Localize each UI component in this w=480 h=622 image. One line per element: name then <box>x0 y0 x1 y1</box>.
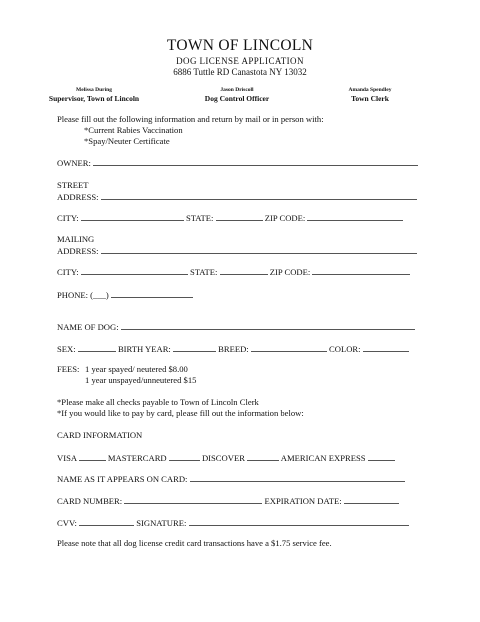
name-on-card-label: NAME AS IT APPEARS ON CARD: <box>57 474 188 484</box>
official-title: Town Clerk <box>351 94 389 103</box>
dog-name-label: NAME OF DOG: <box>57 322 119 332</box>
card-number-label: CARD NUMBER: <box>57 496 123 506</box>
mailing-state-field[interactable] <box>220 266 268 275</box>
name-on-card-row <box>57 473 405 485</box>
mailing-zip-field[interactable] <box>312 266 410 275</box>
amex-field[interactable] <box>368 452 395 461</box>
phone-field[interactable] <box>111 289 193 298</box>
discover-label: DISCOVER <box>201 453 245 463</box>
dog-details-row <box>57 343 409 355</box>
discover-field[interactable] <box>247 452 279 461</box>
breed-field[interactable] <box>251 343 327 352</box>
sex-field[interactable] <box>78 343 116 352</box>
mailing-address-field[interactable] <box>101 245 417 254</box>
dog-name-row <box>57 321 415 333</box>
mailing-label: ADDRESS: <box>57 246 99 256</box>
checks-note: *Please make all checks payable to Town of Lincoln Clerk <box>57 397 259 407</box>
cvv-signature-row <box>57 517 409 529</box>
official-supervisor <box>44 87 144 104</box>
city-field[interactable] <box>81 212 184 221</box>
name-on-card-field[interactable] <box>190 473 405 482</box>
official-dog-control <box>192 87 282 104</box>
visa-field[interactable] <box>79 452 106 461</box>
state-label: STATE: <box>189 267 218 277</box>
card-type-row <box>57 452 395 464</box>
instructions-intro: Please fill out the following information and return by mail or in person with: <box>57 114 324 124</box>
mailing-city-row <box>57 266 410 278</box>
city-label: CITY: <box>57 267 79 277</box>
street-label-line1: STREET <box>57 180 89 190</box>
card-note: *If you would like to pay by card, please fill out the information below: <box>57 408 304 418</box>
amex-label: AMERICAN EXPRESS <box>280 453 366 463</box>
official-name: Amanda Spendley <box>348 87 392 93</box>
signature-field[interactable] <box>189 517 409 526</box>
street-label: ADDRESS: <box>57 192 99 202</box>
birth-year-label: BIRTH YEAR: <box>117 344 171 354</box>
owner-label: OWNER: <box>57 158 91 168</box>
color-field[interactable] <box>363 343 409 352</box>
fees-label: FEES: <box>57 364 80 374</box>
dog-name-field[interactable] <box>121 321 415 330</box>
city-row <box>57 212 403 224</box>
requirement-rabies: *Current Rabies Vaccination <box>84 125 183 135</box>
visa-label: VISA <box>57 453 77 463</box>
official-town-clerk <box>330 87 410 104</box>
color-label: COLOR: <box>329 344 361 354</box>
fee-spayed: 1 year spayed/ neutered $8.00 <box>85 364 188 374</box>
signature-label: SIGNATURE: <box>136 518 187 528</box>
requirement-spay-neuter: *Spay/Neuter Certificate <box>84 136 170 146</box>
phone-row <box>57 289 193 301</box>
official-name: Melissa During <box>76 87 112 93</box>
town-address: 6886 Tuttle RD Canastota NY 13032 <box>173 67 307 77</box>
zip-label: ZIP CODE: <box>264 213 306 223</box>
official-name: Jason Driscoll <box>220 87 254 93</box>
mailing-city-field[interactable] <box>81 266 188 275</box>
expiration-label: EXPIRATION DATE: <box>264 496 342 506</box>
cvv-label: CVV: <box>57 518 77 528</box>
breed-label: BREED: <box>218 344 249 354</box>
mailing-row <box>57 245 417 257</box>
service-fee-note: Please note that all dog license credit card transactions have a $1.75 service fee. <box>57 538 332 548</box>
state-label: STATE: <box>185 213 214 223</box>
phone-label: PHONE: (___) <box>57 290 109 300</box>
expiration-field[interactable] <box>344 495 399 504</box>
owner-row <box>57 157 418 169</box>
zip-field[interactable] <box>307 212 403 221</box>
street-address-field[interactable] <box>101 191 417 200</box>
owner-field[interactable] <box>93 157 418 166</box>
mastercard-label: MASTERCARD <box>107 453 167 463</box>
mailing-label-line1: MAILING <box>57 234 95 244</box>
form-subtitle: DOG LICENSE APPLICATION <box>176 56 304 66</box>
official-title: Dog Control Officer <box>204 94 270 103</box>
official-title: Supervisor, Town of Lincoln <box>48 94 140 103</box>
fee-unspayed: 1 year unspayed/unneutered $15 <box>85 375 197 385</box>
town-title: TOWN OF LINCOLN <box>166 37 314 54</box>
zip-label: ZIP CODE: <box>269 267 311 277</box>
card-info-heading: CARD INFORMATION <box>57 430 143 440</box>
mastercard-field[interactable] <box>169 452 200 461</box>
card-number-row <box>57 495 399 507</box>
sex-label: SEX: <box>57 344 76 354</box>
state-field[interactable] <box>216 212 263 221</box>
city-label: CITY: <box>57 213 79 223</box>
cvv-field[interactable] <box>79 517 134 526</box>
card-number-field[interactable] <box>124 495 262 504</box>
street-row <box>57 191 417 203</box>
birth-year-field[interactable] <box>173 343 216 352</box>
